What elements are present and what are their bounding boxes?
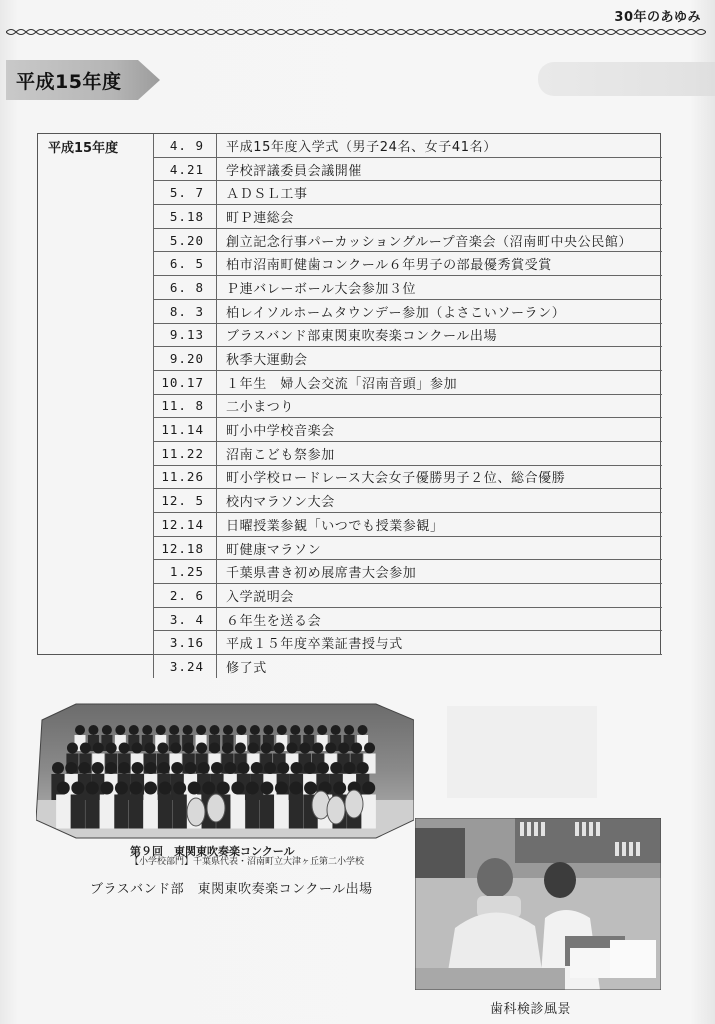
- event-row: [154, 371, 662, 395]
- event-row: [154, 655, 662, 678]
- event-row: [154, 276, 662, 300]
- event-description: 入学説明会: [226, 589, 295, 605]
- column-divider: [216, 418, 217, 441]
- column-divider: [216, 442, 217, 465]
- event-description: 平成15年度入学式（男子24名、女子41名）: [226, 139, 497, 155]
- contest-subtitle: 【小学校部門】千葉県代表・沼南町立大津ヶ丘第二小学校: [130, 857, 365, 867]
- event-description: 秋季大運動会: [226, 353, 308, 369]
- event-description: 平成１５年度卒業証書授与式: [226, 637, 403, 653]
- event-date: 6. 8: [169, 279, 204, 295]
- event-description: 日曜授業参観「いつでも授業参観」: [226, 518, 444, 534]
- event-description: 町小中学校音楽会: [226, 424, 335, 440]
- event-description: 千葉県書き初め展席書大会参加: [226, 566, 417, 582]
- event-date: 8. 3: [169, 303, 204, 319]
- column-divider: [216, 489, 217, 512]
- event-row: [154, 631, 662, 655]
- column-divider: [216, 276, 217, 299]
- event-description: 学校評議委員会議開催: [226, 163, 363, 179]
- column-divider: [216, 347, 217, 370]
- event-date: 4.21: [169, 161, 204, 177]
- event-row: [154, 442, 662, 466]
- section-title: 平成15年度: [16, 71, 122, 93]
- event-row: [154, 395, 662, 419]
- column-divider: [216, 655, 217, 678]
- contest-title: 第９回 東関東吹奏楽コンクール: [130, 845, 295, 858]
- dental-checkup-caption: 歯科検診風景: [490, 1002, 572, 1017]
- dental-checkup-photo: [415, 818, 661, 990]
- event-date: 5.20: [169, 232, 204, 248]
- column-divider: [216, 134, 217, 157]
- event-date: 9.20: [169, 351, 204, 367]
- event-row: [154, 560, 662, 584]
- event-date: 5.18: [169, 208, 204, 224]
- event-date: 5. 7: [169, 185, 204, 201]
- event-row: [154, 205, 662, 229]
- event-description: 町小学校ロードレース大会女子優勝男子２位、総合優勝: [226, 471, 566, 487]
- event-description: 町健康マラソン: [226, 542, 322, 558]
- photo-caption-block: [130, 846, 420, 868]
- column-divider: [216, 229, 217, 252]
- event-row: [154, 158, 662, 182]
- event-row: [154, 489, 662, 513]
- event-date: 6. 5: [169, 256, 204, 272]
- column-divider: [216, 252, 217, 275]
- column-divider: [216, 205, 217, 228]
- event-row: [154, 229, 662, 253]
- event-row: [154, 252, 662, 276]
- column-divider: [216, 371, 217, 394]
- event-date: 11. 8: [161, 398, 204, 414]
- event-date: 2. 6: [169, 587, 204, 603]
- column-divider: [216, 324, 217, 347]
- event-description: 町Ｐ連総会: [226, 210, 295, 226]
- events-table: [37, 133, 661, 676]
- column-divider: [216, 560, 217, 583]
- event-date: 11.14: [161, 422, 204, 438]
- column-divider: [216, 395, 217, 418]
- event-description: 創立記念行事パーカッショングループ音楽会（沼南町中央公民館）: [226, 234, 633, 250]
- event-description: ブラスバンド部東関東吹奏楽コンクール出場: [226, 329, 498, 345]
- event-date: 12. 5: [161, 493, 204, 509]
- event-description: 柏レイソルホームタウンデー参加（よさこいソーラン）: [226, 305, 566, 321]
- event-description: ６年生を送る会: [226, 613, 322, 629]
- event-row: [154, 608, 662, 632]
- event-row: [154, 300, 662, 324]
- event-date: 4. 9: [169, 137, 204, 153]
- event-row: [154, 537, 662, 561]
- event-description: 柏市沼南町健歯コンクール６年男子の部最優秀賞受賞: [226, 258, 552, 274]
- event-description: Ｐ連バレーボール大会参加３位: [226, 281, 417, 297]
- decorative-wave-rule: [6, 27, 706, 37]
- event-date: 12.14: [161, 516, 204, 532]
- event-row: [154, 324, 662, 348]
- show-through-photo: [447, 706, 597, 798]
- event-row: [154, 584, 662, 608]
- column-divider: [216, 158, 217, 181]
- event-date: 12.18: [161, 540, 204, 556]
- fiscal-year-label: 平成15年度: [48, 141, 119, 156]
- event-date: 11.22: [161, 445, 204, 461]
- event-row: [154, 513, 662, 537]
- event-date: 1.25: [169, 564, 204, 580]
- event-row: [154, 134, 662, 158]
- event-date: 3.16: [169, 635, 204, 651]
- event-row: [154, 181, 662, 205]
- event-row: [154, 466, 662, 490]
- events-list: [153, 134, 662, 678]
- column-divider: [216, 584, 217, 607]
- event-row: [154, 347, 662, 371]
- brass-band-photo: [36, 700, 414, 840]
- column-divider: [216, 608, 217, 631]
- section-banner: [6, 58, 162, 102]
- event-description: ＡＤＳＬ工事: [226, 187, 308, 203]
- event-description: 修了式: [226, 660, 267, 676]
- column-divider: [216, 466, 217, 489]
- show-through-tab: [538, 62, 715, 96]
- column-divider: [216, 300, 217, 323]
- event-description: 二小まつり: [226, 400, 295, 416]
- event-date: 9.13: [169, 327, 204, 343]
- column-divider: [216, 631, 217, 654]
- event-description: １年生 婦人会交流「沼南音頭」参加: [226, 376, 458, 392]
- column-divider: [216, 181, 217, 204]
- column-divider: [216, 513, 217, 536]
- brass-band-caption: ブラスバンド部 東関東吹奏楽コンクール出場: [90, 882, 373, 897]
- event-description: 校内マラソン大会: [226, 495, 335, 511]
- event-row: [154, 418, 662, 442]
- event-description: 沼南こども祭参加: [226, 447, 335, 463]
- event-date: 3. 4: [169, 611, 204, 627]
- event-date: 11.26: [161, 469, 204, 485]
- event-date: 10.17: [161, 374, 204, 390]
- running-title: 30年のあゆみ: [614, 10, 701, 25]
- column-divider: [216, 537, 217, 560]
- event-date: 3.24: [169, 658, 204, 674]
